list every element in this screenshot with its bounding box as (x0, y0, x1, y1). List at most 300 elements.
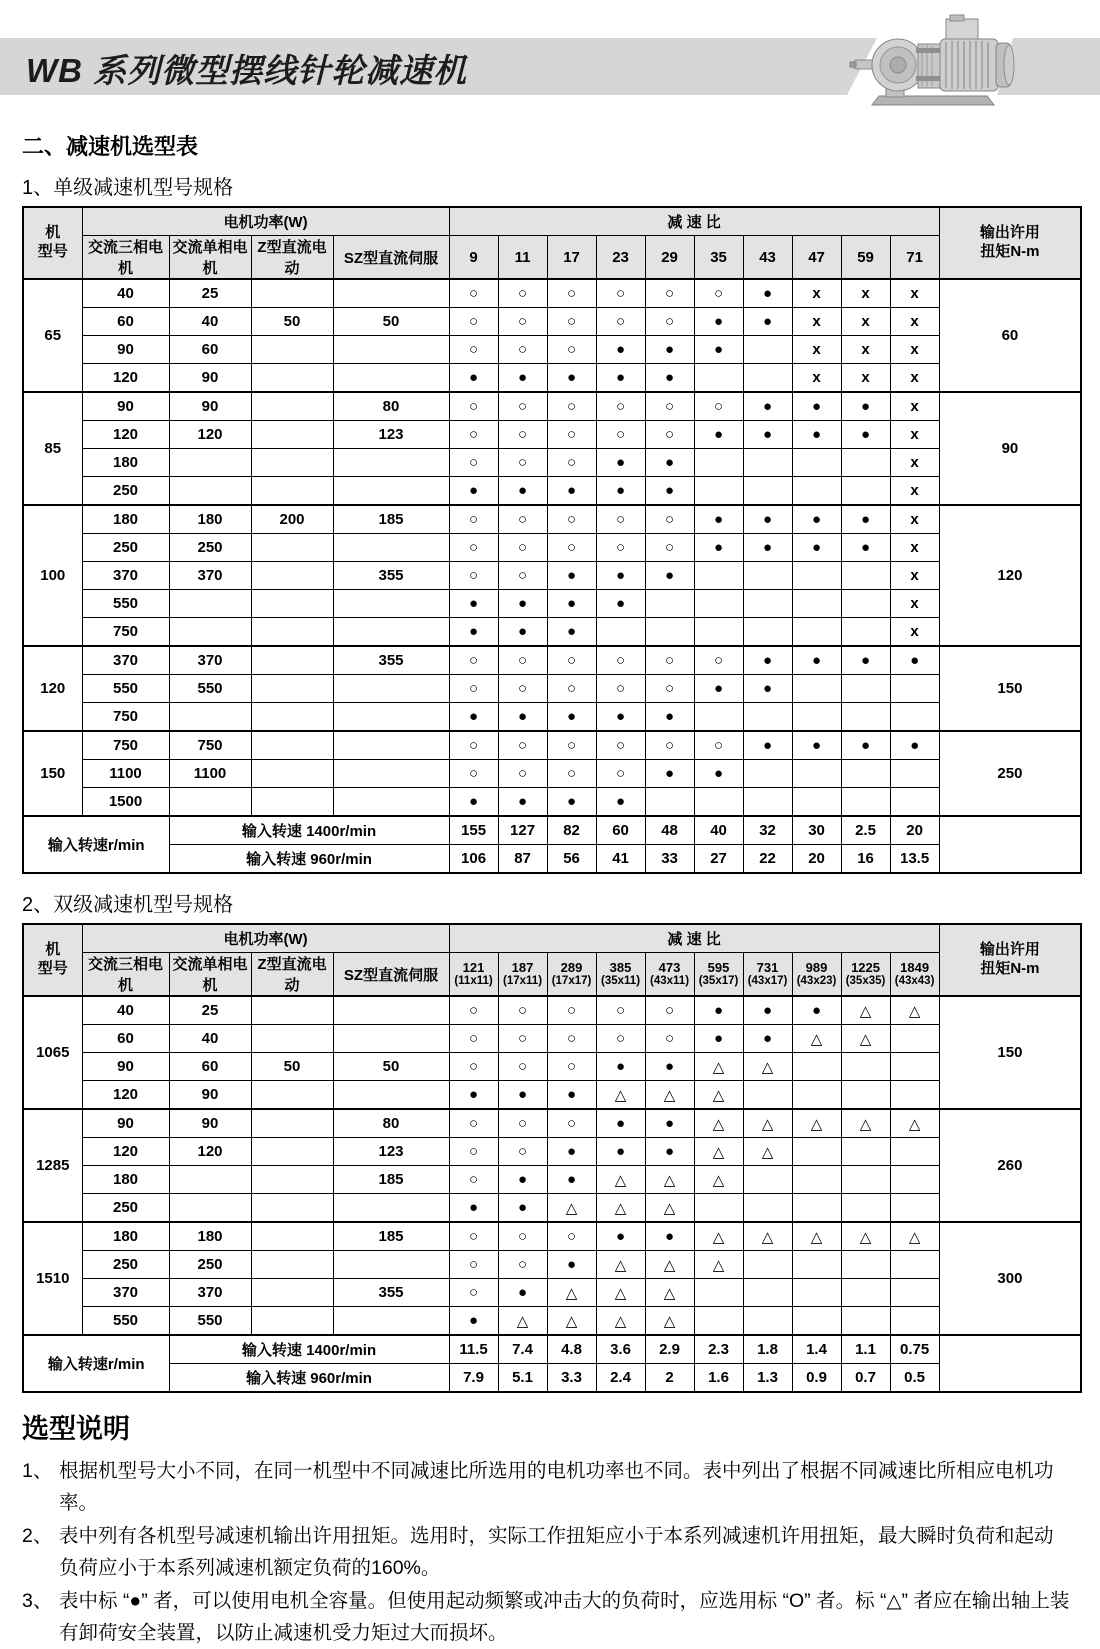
power-cell: 120 (82, 421, 169, 449)
speed-value-cell: 60 (596, 816, 645, 845)
torque-header-line: 扭矩N-m (980, 960, 1040, 977)
power-cell (251, 1025, 333, 1053)
ratio-symbol-cell: ● (694, 675, 743, 703)
ratio-value: 385 (609, 960, 632, 976)
ratio-col-header (449, 953, 498, 997)
table1-title: 1、单级减速机型号规格 (22, 177, 234, 199)
ratio-symbol-cell: ○ (645, 308, 694, 336)
ratio-combo: (17x17) (551, 974, 592, 987)
ratio-symbol-cell (743, 703, 792, 732)
speed-value-cell: 82 (547, 816, 596, 845)
ratio-symbol-cell (645, 788, 694, 817)
ratio-symbol-cell: ○ (449, 1222, 498, 1251)
ratio-symbol-cell (694, 449, 743, 477)
ratio-symbol-cell (841, 1307, 890, 1336)
ratio-col-header (596, 953, 645, 997)
ratio-symbol-cell: ○ (449, 449, 498, 477)
ratio-symbol-cell: ● (694, 421, 743, 449)
ratio-symbol-cell (694, 562, 743, 590)
ratio-symbol-cell (841, 1138, 890, 1166)
ratio-symbol-cell: ● (743, 996, 792, 1025)
ratio-symbol-cell: ○ (449, 279, 498, 308)
ratio-symbol-cell (792, 1194, 841, 1223)
ratio-symbol-cell: x (890, 364, 939, 393)
note-text: 表中标 “●” 者，可以使用电机全容量。但使用起动频繁或冲击大的负荷时，应选用标 “O” 者。标 “△” 者应在输出轴上装有卸荷安全装置，以防止减速机受力矩过大而损坏。 (59, 1590, 1070, 1644)
ratio-symbol-cell: ○ (498, 1053, 547, 1081)
ratio-symbol-cell (890, 703, 939, 732)
ratio-symbol-cell: ● (449, 703, 498, 732)
ratio-symbol-cell: ● (498, 1279, 547, 1307)
ratio-symbol-cell (841, 618, 890, 647)
ratio-symbol-cell: ○ (547, 336, 596, 364)
power-cell (333, 1194, 449, 1223)
speed-value-cell: 33 (645, 845, 694, 874)
page-banner (0, 0, 1100, 114)
ratio-symbol-cell: ○ (547, 279, 596, 308)
speed-value-cell: 20 (890, 816, 939, 845)
ratio-symbol-cell: ● (792, 996, 841, 1025)
speed-row-label: 输入转速 1400r/min (169, 816, 449, 845)
ratio-symbol-cell: ○ (449, 760, 498, 788)
ratio-symbol-cell: △ (890, 996, 939, 1025)
ratio-symbol-cell: ● (841, 731, 890, 760)
power-cell: 550 (82, 675, 169, 703)
ratio-value: 1849 (900, 960, 930, 976)
ratio-symbol-cell: x (841, 308, 890, 336)
speed-value-cell: 7.9 (449, 1364, 498, 1393)
ratio-symbol-cell: x (890, 590, 939, 618)
ratio-symbol-cell: △ (743, 1109, 792, 1138)
ratio-symbol-cell: ● (547, 703, 596, 732)
power-cell: 750 (169, 731, 251, 760)
ratio-symbol-cell: ○ (596, 308, 645, 336)
power-cell: 90 (169, 1081, 251, 1110)
ratio-symbol-cell: ● (645, 336, 694, 364)
speed-value-cell: 2 (645, 1364, 694, 1393)
page-title: WB 系列微型摆线针轮减速机 (26, 52, 468, 89)
speed-value-cell: 40 (694, 816, 743, 845)
ratio-symbol-cell (841, 1279, 890, 1307)
model-cell: 100 (23, 505, 82, 646)
ratio-combo: (43x43) (894, 974, 935, 987)
ratio-symbol-cell: ● (694, 308, 743, 336)
ratio-symbol-cell: x (792, 308, 841, 336)
ratio-symbol-cell (841, 449, 890, 477)
power-cell (169, 477, 251, 506)
power-cell: 180 (82, 505, 169, 534)
ratio-symbol-cell (792, 1251, 841, 1279)
single-stage-spec-table-container (0, 206, 1100, 874)
power-col-header: 交流单相电机 (169, 236, 251, 280)
power-col-header: Z型直流电动 (251, 953, 333, 997)
power-group-header: 电机功率(W) (82, 924, 449, 953)
speed-value-cell: 0.75 (890, 1335, 939, 1364)
ratio-symbol-cell: △ (596, 1251, 645, 1279)
ratio-symbol-cell: ○ (449, 1138, 498, 1166)
power-col-header: 交流三相电机 (82, 953, 169, 997)
ratio-symbol-cell (694, 1194, 743, 1223)
ratio-symbol-cell: ● (694, 1025, 743, 1053)
ratio-symbol-cell: ● (596, 364, 645, 393)
ratio-combo: (43x23) (796, 974, 837, 987)
model-cell: 150 (23, 731, 82, 816)
note-number: 2、 (22, 1525, 53, 1548)
ratio-symbol-cell: ○ (547, 421, 596, 449)
power-group-header: 电机功率(W) (82, 207, 449, 236)
ratio-symbol-cell: ● (841, 505, 890, 534)
ratio-symbol-cell: ○ (547, 392, 596, 421)
model-cell: 1065 (23, 996, 82, 1109)
speed-value-cell: 1.6 (694, 1364, 743, 1393)
power-cell: 370 (82, 1279, 169, 1307)
ratio-symbol-cell (792, 562, 841, 590)
power-cell: 90 (82, 336, 169, 364)
ratio-symbol-cell (792, 1081, 841, 1110)
gear-motor-product-image (846, 12, 1018, 112)
ratio-symbol-cell: ○ (498, 336, 547, 364)
model-header-line: 机 (45, 941, 61, 959)
ratio-symbol-cell (841, 760, 890, 788)
ratio-symbol-cell: ● (449, 477, 498, 506)
ratio-symbol-cell: ○ (645, 279, 694, 308)
ratio-symbol-cell (841, 1081, 890, 1110)
power-cell: 120 (169, 421, 251, 449)
power-col-header: SZ型直流伺服 (333, 236, 449, 280)
ratio-symbol-cell: △ (547, 1307, 596, 1336)
speed-value-cell: 2.9 (645, 1335, 694, 1364)
speed-row-label: 输入转速 960r/min (169, 1364, 449, 1393)
speed-value-cell: 3.6 (596, 1335, 645, 1364)
ratio-symbol-cell: ○ (547, 534, 596, 562)
power-cell (251, 279, 333, 308)
ratio-symbol-cell: ● (841, 421, 890, 449)
ratio-symbol-cell: ● (792, 421, 841, 449)
ratio-symbol-cell (743, 562, 792, 590)
ratio-symbol-cell: ● (596, 477, 645, 506)
power-cell (251, 364, 333, 393)
ratio-symbol-cell (890, 1138, 939, 1166)
ratio-symbol-cell: ○ (596, 421, 645, 449)
ratio-symbol-cell: x (841, 336, 890, 364)
power-cell (251, 731, 333, 760)
ratio-symbol-cell: ● (645, 1053, 694, 1081)
ratio-symbol-cell (743, 1279, 792, 1307)
power-cell (251, 1109, 333, 1138)
power-cell: 60 (169, 1053, 251, 1081)
power-cell: 250 (169, 534, 251, 562)
power-cell (333, 618, 449, 647)
speed-value-cell: 30 (792, 816, 841, 845)
power-cell: 180 (169, 505, 251, 534)
ratio-symbol-cell: ● (694, 760, 743, 788)
ratio-symbol-cell: ○ (449, 1279, 498, 1307)
model-header-line: 型号 (37, 960, 68, 977)
power-cell (251, 1222, 333, 1251)
ratio-value: 989 (805, 960, 828, 976)
ratio-symbol-cell: ● (743, 646, 792, 675)
ratio-symbol-cell: △ (743, 1053, 792, 1081)
ratio-symbol-cell: ● (890, 646, 939, 675)
ratio-symbol-cell: ● (547, 788, 596, 817)
ratio-symbol-cell (841, 788, 890, 817)
ratio-symbol-cell (841, 562, 890, 590)
ratio-symbol-cell: ○ (547, 675, 596, 703)
power-cell: 60 (82, 1025, 169, 1053)
ratio-symbol-cell: x (890, 477, 939, 506)
model-header-line: 型号 (37, 243, 68, 260)
ratio-symbol-cell (841, 477, 890, 506)
ratio-symbol-cell (645, 590, 694, 618)
ratio-symbol-cell (890, 1166, 939, 1194)
ratio-symbol-cell (841, 1053, 890, 1081)
ratio-symbol-cell: x (841, 364, 890, 393)
speed-value-cell: 155 (449, 816, 498, 845)
ratio-symbol-cell: ○ (449, 1109, 498, 1138)
ratio-symbol-cell: △ (792, 1222, 841, 1251)
power-cell (251, 590, 333, 618)
ratio-symbol-cell: ○ (449, 562, 498, 590)
ratio-symbol-cell (792, 618, 841, 647)
ratio-col-header (743, 953, 792, 997)
ratio-symbol-cell: ○ (498, 646, 547, 675)
power-cell (251, 788, 333, 817)
power-cell: 750 (82, 731, 169, 760)
ratio-symbol-cell: ● (547, 1138, 596, 1166)
power-cell: 50 (251, 1053, 333, 1081)
power-cell: 1100 (169, 760, 251, 788)
ratio-col-header (498, 953, 547, 997)
speed-value-cell: 106 (449, 845, 498, 874)
ratio-symbol-cell (743, 477, 792, 506)
power-cell: 250 (82, 477, 169, 506)
ratio-symbol-cell: ○ (596, 505, 645, 534)
ratio-value: 595 (707, 960, 730, 976)
ratio-symbol-cell: ● (645, 703, 694, 732)
ratio-symbol-cell: ○ (645, 646, 694, 675)
power-cell (333, 364, 449, 393)
model-cell: 65 (23, 279, 82, 392)
ratio-symbol-cell (694, 618, 743, 647)
power-cell: 90 (169, 364, 251, 393)
ratio-symbol-cell: x (890, 449, 939, 477)
ratio-symbol-cell: ○ (645, 675, 694, 703)
ratio-symbol-cell: x (890, 392, 939, 421)
ratio-symbol-cell: ○ (596, 731, 645, 760)
power-cell: 355 (333, 562, 449, 590)
ratio-symbol-cell: ○ (498, 505, 547, 534)
power-cell (169, 788, 251, 817)
power-cell: 185 (333, 505, 449, 534)
power-cell (251, 996, 333, 1025)
ratio-symbol-cell: △ (498, 1307, 547, 1336)
ratio-col-header: 59 (841, 236, 890, 280)
ratio-symbol-cell: ● (792, 646, 841, 675)
power-cell (251, 1307, 333, 1336)
ratio-combo: (11x11) (454, 974, 493, 987)
power-cell (251, 392, 333, 421)
ratio-symbol-cell (792, 1138, 841, 1166)
power-cell: 1500 (82, 788, 169, 817)
ratio-symbol-cell: ● (449, 364, 498, 393)
ratio-symbol-cell: ○ (449, 421, 498, 449)
ratio-symbol-cell: △ (694, 1222, 743, 1251)
ratio-symbol-cell: △ (841, 1025, 890, 1053)
ratio-symbol-cell: ○ (547, 731, 596, 760)
power-cell: 80 (333, 392, 449, 421)
ratio-symbol-cell: △ (694, 1053, 743, 1081)
power-cell: 355 (333, 1279, 449, 1307)
ratio-symbol-cell: ○ (449, 1025, 498, 1053)
ratio-combo: (17x11) (503, 974, 543, 987)
ratio-symbol-cell: ○ (498, 760, 547, 788)
power-cell (333, 1081, 449, 1110)
ratio-symbol-cell: ○ (547, 996, 596, 1025)
power-cell: 120 (169, 1138, 251, 1166)
ratio-symbol-cell (792, 1166, 841, 1194)
power-cell (333, 675, 449, 703)
ratio-value: 1225 (851, 960, 880, 976)
ratio-symbol-cell: ● (645, 1109, 694, 1138)
power-cell (333, 703, 449, 732)
ratio-symbol-cell: ● (841, 646, 890, 675)
ratio-symbol-cell: ○ (596, 534, 645, 562)
ratio-symbol-cell (890, 1307, 939, 1336)
ratio-symbol-cell: ● (743, 308, 792, 336)
ratio-symbol-cell: ○ (596, 1025, 645, 1053)
ratio-symbol-cell: ● (645, 760, 694, 788)
ratio-symbol-cell (743, 1081, 792, 1110)
ratio-symbol-cell: ● (547, 562, 596, 590)
ratio-symbol-cell: ○ (498, 279, 547, 308)
model-header (23, 924, 82, 996)
power-cell (251, 534, 333, 562)
ratio-col-header: 47 (792, 236, 841, 280)
power-col-header: SZ型直流伺服 (333, 953, 449, 997)
power-cell (333, 336, 449, 364)
power-cell: 370 (169, 562, 251, 590)
power-cell: 123 (333, 421, 449, 449)
ratio-symbol-cell: ○ (449, 505, 498, 534)
power-cell: 90 (82, 1053, 169, 1081)
ratio-symbol-cell: ● (547, 1251, 596, 1279)
speed-value-cell: 2.5 (841, 816, 890, 845)
power-cell: 90 (82, 1109, 169, 1138)
ratio-symbol-cell: ○ (596, 646, 645, 675)
ratio-symbol-cell: ● (498, 1081, 547, 1110)
power-cell: 370 (82, 646, 169, 675)
ratio-value: 473 (658, 960, 681, 976)
torque-header-line: 输出许用 (979, 224, 1040, 242)
section-title: 二、减速机选型表 (22, 134, 199, 159)
speed-value-cell: 48 (645, 816, 694, 845)
ratio-symbol-cell: ● (645, 364, 694, 393)
power-cell (333, 996, 449, 1025)
ratio-symbol-cell (743, 449, 792, 477)
ratio-symbol-cell (792, 703, 841, 732)
ratio-symbol-cell: △ (694, 1251, 743, 1279)
reducer-spec-table (22, 206, 1082, 874)
ratio-symbol-cell: ● (743, 421, 792, 449)
ratio-symbol-cell: △ (792, 1025, 841, 1053)
power-cell: 250 (82, 534, 169, 562)
ratio-symbol-cell: ○ (449, 996, 498, 1025)
ratio-symbol-cell: ● (694, 336, 743, 364)
speed-value-cell: 5.1 (498, 1364, 547, 1393)
power-cell (251, 646, 333, 675)
ratio-symbol-cell (890, 760, 939, 788)
power-cell (169, 590, 251, 618)
ratio-symbol-cell: ● (596, 562, 645, 590)
ratio-symbol-cell (694, 703, 743, 732)
ratio-symbol-cell: ● (547, 618, 596, 647)
ratio-symbol-cell (694, 788, 743, 817)
speed-value-cell: 20 (792, 845, 841, 874)
power-cell: 750 (82, 618, 169, 647)
ratio-symbol-cell: ○ (498, 675, 547, 703)
ratio-symbol-cell (890, 675, 939, 703)
ratio-symbol-cell: ● (841, 392, 890, 421)
ratio-symbol-cell (694, 1307, 743, 1336)
ratio-symbol-cell: ○ (547, 1109, 596, 1138)
ratio-col-header: 35 (694, 236, 743, 280)
power-cell (251, 449, 333, 477)
model-cell: 85 (23, 392, 82, 505)
input-speed-label: 输入转速r/min (23, 1335, 169, 1392)
ratio-col-header (645, 953, 694, 997)
ratio-symbol-cell: x (890, 279, 939, 308)
ratio-symbol-cell (890, 1081, 939, 1110)
power-cell (333, 788, 449, 817)
speed-value-cell: 4.8 (547, 1335, 596, 1364)
ratio-symbol-cell (792, 1279, 841, 1307)
power-cell (169, 703, 251, 732)
ratio-symbol-cell: ○ (449, 392, 498, 421)
ratio-symbol-cell: ● (743, 731, 792, 760)
ratio-symbol-cell: ● (449, 1307, 498, 1336)
ratio-symbol-cell: ● (596, 336, 645, 364)
ratio-symbol-cell: ○ (449, 336, 498, 364)
ratio-symbol-cell (743, 336, 792, 364)
ratio-symbol-cell: ● (449, 788, 498, 817)
ratio-symbol-cell: ● (449, 1194, 498, 1223)
ratio-symbol-cell: ● (498, 703, 547, 732)
speed-value-cell: 32 (743, 816, 792, 845)
power-cell: 120 (82, 364, 169, 393)
ratio-symbol-cell (694, 477, 743, 506)
power-cell (333, 534, 449, 562)
power-cell: 180 (82, 1166, 169, 1194)
power-cell: 1100 (82, 760, 169, 788)
ratio-value: 289 (560, 960, 583, 976)
speed-value-cell: 13.5 (890, 845, 939, 874)
torque-footer-blank (939, 1335, 1081, 1392)
power-cell: 50 (333, 308, 449, 336)
power-cell: 370 (169, 1279, 251, 1307)
ratio-symbol-cell: ○ (547, 449, 596, 477)
ratio-symbol-cell (792, 477, 841, 506)
torque-footer-blank (939, 816, 1081, 873)
power-cell: 90 (82, 392, 169, 421)
power-cell: 180 (82, 1222, 169, 1251)
selection-notes (22, 1407, 1072, 1649)
ratio-symbol-cell: ● (498, 788, 547, 817)
ratio-symbol-cell: ● (596, 788, 645, 817)
ratio-symbol-cell (694, 590, 743, 618)
ratio-symbol-cell: ○ (498, 1251, 547, 1279)
ratio-symbol-cell (743, 1251, 792, 1279)
speed-row-label: 输入转速 1400r/min (169, 1335, 449, 1364)
ratio-symbol-cell: ● (743, 534, 792, 562)
